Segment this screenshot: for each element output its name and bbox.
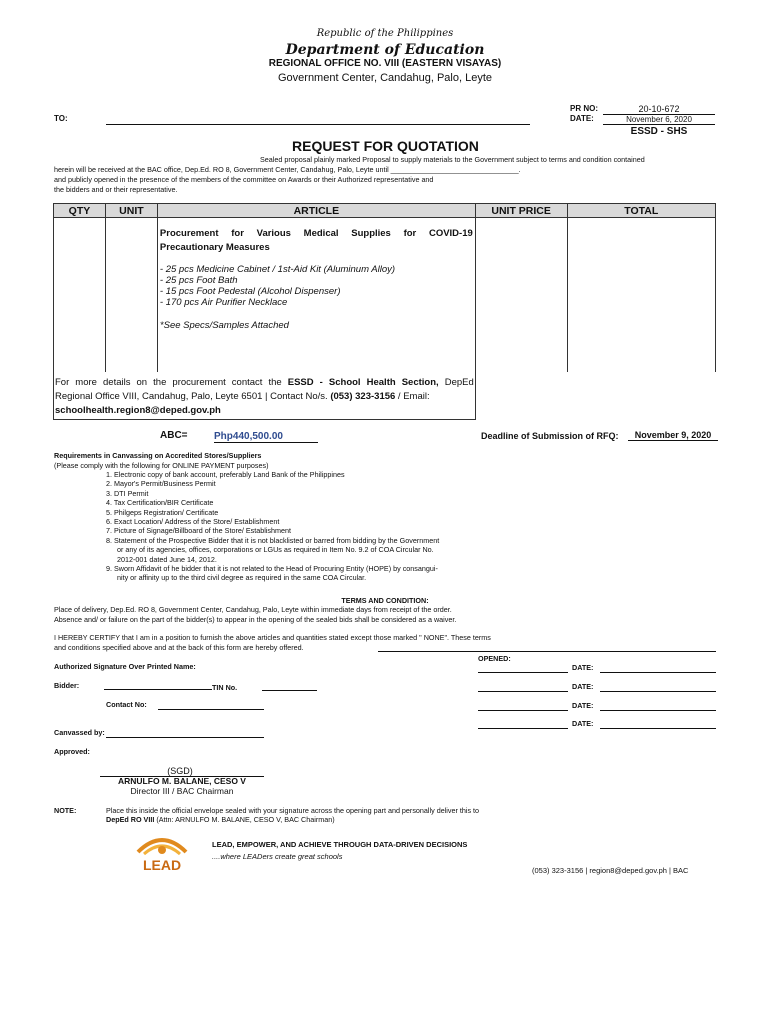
canvassed-by-line	[106, 737, 264, 738]
article-item: - 25 pcs Foot Bath	[159, 275, 238, 286]
note-label: NOTE:	[54, 806, 77, 815]
region-heading: REGIONAL OFFICE NO. VIII (EASTERN VISAYAS)	[268, 58, 502, 69]
requirement-item: 2. Mayor's Permit/Business Permit	[106, 479, 216, 489]
requirements-list	[106, 470, 439, 583]
signatory-name: ARNULFO M. BALANE, CESO V	[118, 776, 246, 786]
note-line-1: Place this inside the official envelope sealed with your signature across the opening part and personally deliver this to	[106, 806, 480, 815]
opened-line	[478, 710, 568, 711]
canvassed-by-label: Canvassed by:	[54, 728, 105, 737]
article-items	[158, 264, 475, 331]
contact-no-line	[158, 709, 264, 710]
bidder-label: Bidder:	[54, 681, 80, 690]
terms-line-2: Absence and/ or failure on the part of the bidder(s) to appear in the opening of the sealed bids shall be considered as a waiver.	[54, 615, 457, 624]
article-item: - 15 pcs Foot Pedestal (Alcohol Dispenser)	[159, 286, 341, 297]
pr-label: PR NO:	[570, 104, 598, 113]
certify-line-2: and conditions specified above and at the back of this form are hereby offered.	[54, 643, 304, 652]
date-label: DATE:	[572, 663, 594, 672]
requirement-item: 7. Picture of Signage/Billboard of the Store/ Establishment	[106, 526, 291, 536]
unit-price-cell	[475, 218, 567, 372]
intro-line-4: the bidders and or their representative.	[54, 185, 178, 194]
header-qty: QTY	[54, 204, 106, 218]
intro-line-3: and publicly opened in the presence of the members of the committee on Awards or their Authorized representative and	[54, 175, 434, 184]
date-line	[600, 691, 716, 692]
opened-label: OPENED:	[478, 654, 511, 663]
contact-text: / Email:	[395, 390, 430, 402]
contact-no-label: Contact No:	[106, 700, 147, 709]
department-heading: Department of Education	[285, 42, 485, 58]
tin-line	[262, 690, 317, 691]
date-label: DATE:	[572, 719, 594, 728]
contact-phone: (053) 323-3156	[330, 390, 396, 402]
contact-line-2	[55, 390, 474, 404]
requirement-item: 4. Tax Certification/BIR Certificate	[106, 498, 214, 508]
requirements-subtitle: (Please comply with the following for ONLINE PAYMENT purposes)	[54, 461, 269, 470]
article-cell	[157, 218, 475, 372]
section-label: ESSD - SHS	[630, 126, 688, 137]
qty-cell	[54, 218, 106, 372]
requirement-item: 5. Philgeps Registration/ Certificate	[106, 507, 219, 517]
requirement-item: 3. DTI Permit	[106, 488, 149, 498]
requirement-item: 1. Electronic copy of bank account, preferably Land Bank of the Philippines	[106, 470, 345, 479]
date-label: DATE:	[570, 114, 594, 123]
date-line	[600, 672, 716, 673]
office-address: Government Center, Candahug, Palo, Leyte	[277, 72, 493, 84]
terms-title: TERMS AND CONDITION:	[341, 596, 429, 605]
unit-cell	[105, 218, 157, 372]
header-article: ARTICLE	[157, 204, 475, 218]
contact-text: DepEd	[438, 376, 474, 388]
opened-line	[478, 691, 568, 692]
terms-line-1: Place of delivery, Dep.Ed. RO 8, Government Center, Candahug, Palo, Leyte within immediate days from receipt of the order.	[54, 605, 452, 614]
contact-text: Regional Office VIII, Candahug, Palo, Leyte 6501 | Contact No/s.	[55, 390, 331, 402]
total-cell	[567, 218, 716, 372]
requirements-title: Requirements in Canvassing on Accredited Stores/Suppliers	[54, 451, 262, 460]
abc-label: ABC=	[160, 430, 188, 441]
approved-label: Approved:	[54, 747, 90, 756]
signed-mark: (SGD)	[167, 766, 193, 776]
requirement-item: 6. Exact Location/ Address of the Store/ Establishment	[106, 517, 280, 527]
article-item: - 25 pcs Medicine Cabinet / 1st-Aid Kit (Aluminum Alloy)	[159, 264, 396, 275]
to-line	[106, 124, 530, 125]
footer-tagline: LEAD, EMPOWER, AND ACHIEVE THROUGH DATA-DRIVEN DECISIONS	[212, 840, 468, 849]
abc-value: Php440,500.00	[214, 431, 318, 443]
article-note: *See Specs/Samples Attached	[159, 320, 289, 331]
contact-section: ESSD - School Health Section,	[287, 376, 439, 388]
certify-line-1: I HEREBY CERTIFY that I am in a position to furnish the above articles and quantities stated except those marked " NONE". These terms	[54, 633, 491, 642]
deadline-label: Deadline of Submission of RFQ:	[481, 431, 619, 441]
requirement-item: nity or affinity up to the third civil degree as required in the same COA Circular.	[117, 573, 367, 583]
opened-line	[478, 672, 568, 673]
header-total: TOTAL	[567, 204, 716, 218]
footer-contact: (053) 323-3156 | region8@deped.gov.ph | BAC	[532, 866, 689, 875]
opened-line	[478, 728, 568, 729]
intro-line-1: Sealed proposal plainly marked Proposal to supply materials to the Government subject to terms and condition contained	[260, 155, 645, 164]
date-line	[600, 710, 716, 711]
contact-email[interactable]: schoolhealth.region8@deped.gov.ph	[55, 404, 221, 416]
contact-text: For more details on the procurement contact the	[55, 376, 288, 388]
opened-divider	[378, 651, 716, 652]
requirement-item: 2012-001 dated June 14, 2012.	[117, 554, 217, 564]
tin-label: TIN No.	[212, 683, 238, 692]
authorized-signature-label: Authorized Signature Over Printed Name:	[54, 662, 196, 671]
to-label: TO:	[54, 114, 68, 123]
footer-subtag: ....where LEADers create great schools	[212, 852, 343, 861]
pr-number: 20-10-672	[603, 104, 715, 115]
lead-logo	[132, 830, 192, 874]
intro-line-2: herein will be received at the BAC office, Dep.Ed. RO 8, Government Center, Candahug, Palo, Leyte until ________________________________.	[54, 165, 521, 174]
lead-logo-icon	[132, 830, 192, 874]
article-title-line-2: Precautionary Measures	[159, 242, 270, 253]
blank-cell	[475, 372, 567, 420]
article-item: - 170 pcs Air Purifier Necklace	[159, 297, 288, 308]
date-label: DATE:	[572, 682, 594, 691]
note-line-2	[106, 815, 335, 824]
blank-cell	[567, 372, 716, 420]
signatory-position: Director III / BAC Chairman	[130, 786, 234, 796]
deadline-value: November 9, 2020	[628, 430, 718, 441]
rfq-title: REQUEST FOR QUOTATION	[292, 138, 479, 154]
republic-heading: Republic of the Philippines	[316, 28, 454, 39]
lead-logo-text: LEAD	[142, 857, 182, 873]
contact-line-1	[55, 376, 474, 390]
bidder-line	[104, 689, 212, 690]
header-unit: UNIT	[105, 204, 157, 218]
requirement-item: or any of its agencies, offices, corporations or LGUs as required in Item No. 9.2 of COA Circular No.	[117, 545, 434, 555]
rfq-table	[53, 203, 716, 420]
header-unit-price: UNIT PRICE	[475, 204, 567, 218]
date-value: November 6, 2020	[603, 115, 715, 125]
requirement-item: 9. Sworn Affidavit of he bidder that it is not related to the Head of Procuring Entity (HOPE) by consangui-	[106, 564, 438, 574]
date-label: DATE:	[572, 701, 594, 710]
requirement-item: 8. Statement of the Prospective Bidder that it is not blacklisted or barred from bidding by the Government	[106, 535, 440, 545]
article-title-line-1: Procurement for Various Medical Supplies for COVID-19	[159, 228, 473, 239]
date-line	[600, 728, 716, 729]
note-attention: (Attn: ARNULFO M. BALANE, CESO V, BAC Chairman)	[154, 815, 335, 824]
contact-cell	[54, 372, 476, 420]
note-office: DepEd RO VIII	[106, 815, 155, 824]
